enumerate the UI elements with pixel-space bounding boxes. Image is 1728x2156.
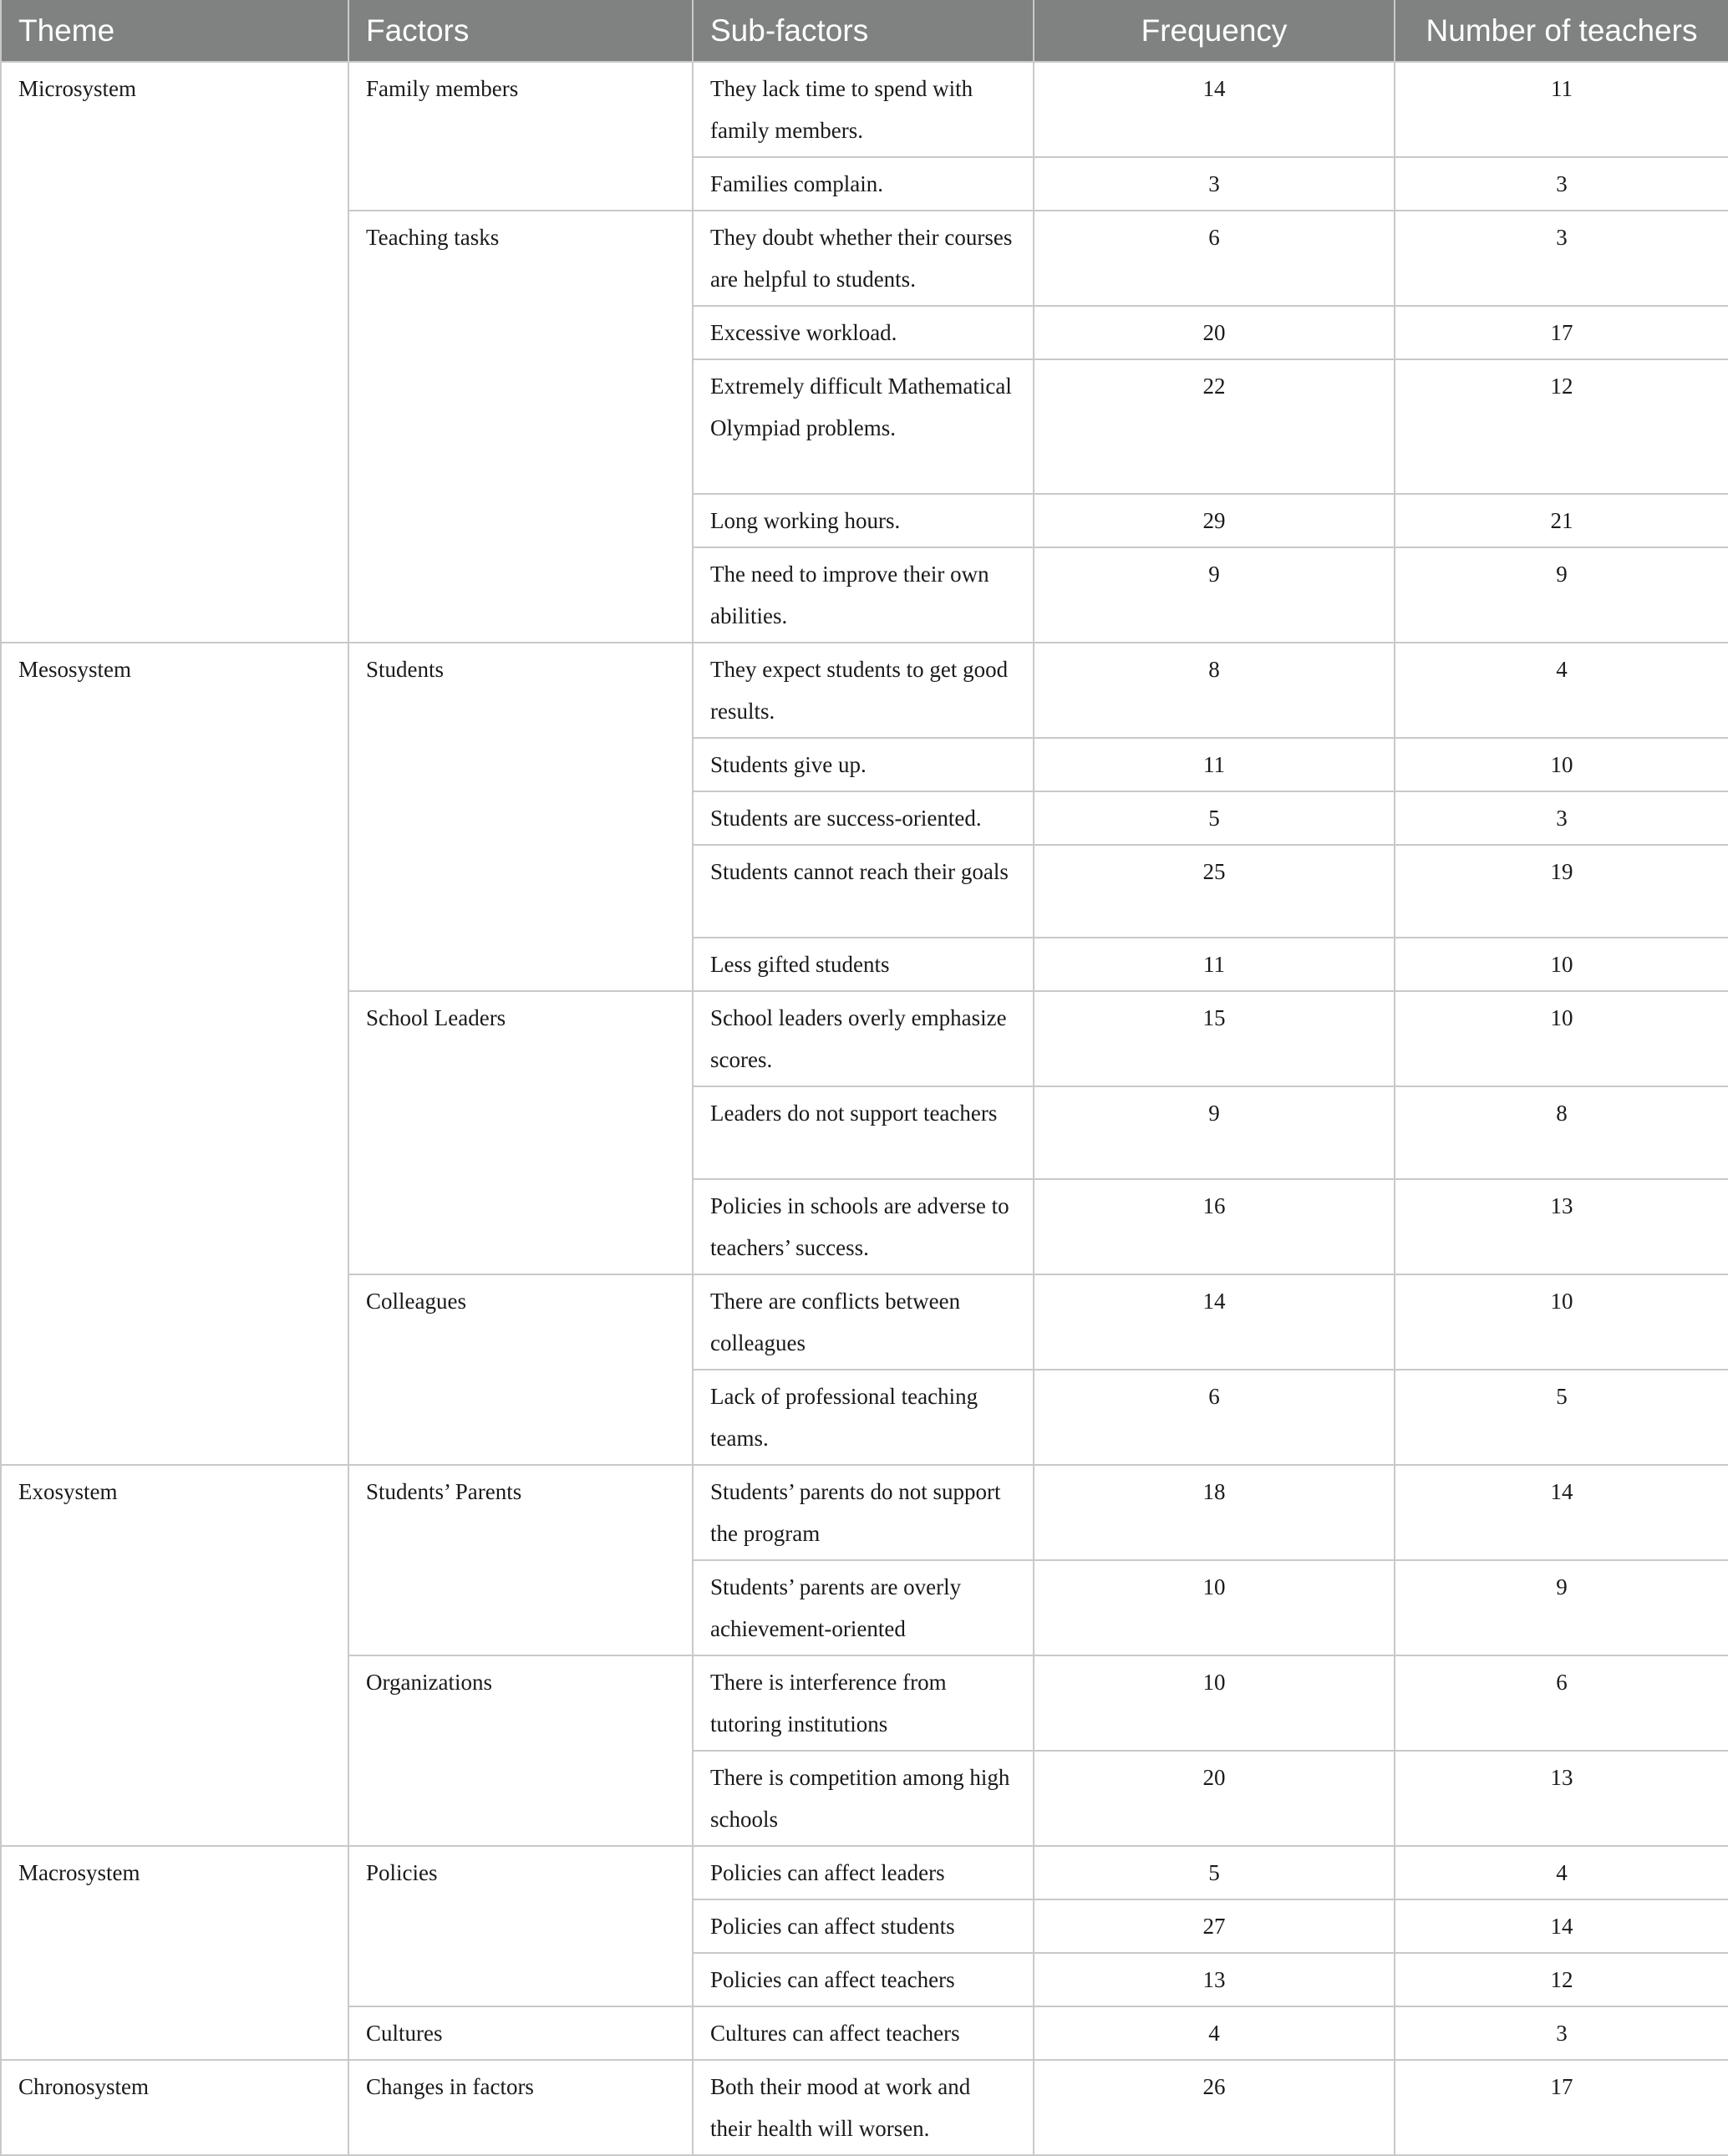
- subfactor-cell: Less gifted students: [693, 938, 1034, 991]
- factor-cell: Policies: [348, 1846, 693, 2006]
- frequency-cell: 20: [1034, 1751, 1395, 1846]
- teachers-cell: 21: [1395, 494, 1728, 547]
- teachers-cell: 10: [1395, 991, 1728, 1086]
- theme-cell: Chronosystem: [1, 2060, 348, 2155]
- factor-cell: Teaching tasks: [348, 211, 693, 643]
- frequency-cell: 16: [1034, 1179, 1395, 1274]
- frequency-cell: 29: [1034, 494, 1395, 547]
- subfactor-cell: Excessive workload.: [693, 306, 1034, 359]
- teachers-cell: 4: [1395, 643, 1728, 738]
- teachers-cell: 17: [1395, 306, 1728, 359]
- teachers-cell: 13: [1395, 1179, 1728, 1274]
- frequency-cell: 6: [1034, 1370, 1395, 1465]
- teachers-cell: 14: [1395, 1465, 1728, 1560]
- frequency-cell: 27: [1034, 1899, 1395, 1953]
- subfactor-cell: Students cannot reach their goals: [693, 845, 1034, 938]
- factor-cell: Organizations: [348, 1655, 693, 1846]
- teachers-cell: 6: [1395, 1655, 1728, 1751]
- table-body: [1, 62, 1728, 2155]
- theme-cell: Microsystem: [1, 62, 348, 643]
- teachers-cell: 5: [1395, 1370, 1728, 1465]
- factor-cell: School Leaders: [348, 991, 693, 1274]
- subfactor-cell: Students’ parents do not support the program: [693, 1465, 1034, 1560]
- teachers-cell: 13: [1395, 1751, 1728, 1846]
- subfactor-cell: School leaders overly emphasize scores.: [693, 991, 1034, 1086]
- subfactor-cell: Both their mood at work and their health will worsen.: [693, 2060, 1034, 2155]
- teachers-cell: 14: [1395, 1899, 1728, 1953]
- teachers-cell: 8: [1395, 1086, 1728, 1179]
- subfactor-cell: Leaders do not support teachers: [693, 1086, 1034, 1179]
- theme-cell: Macrosystem: [1, 1846, 348, 2060]
- teachers-cell: 9: [1395, 547, 1728, 643]
- frequency-cell: 20: [1034, 306, 1395, 359]
- frequency-cell: 13: [1034, 1953, 1395, 2006]
- frequency-cell: 18: [1034, 1465, 1395, 1560]
- header-frequency: Frequency: [1034, 0, 1395, 62]
- subfactor-cell: They expect students to get good results.: [693, 643, 1034, 738]
- teachers-cell: 11: [1395, 62, 1728, 157]
- frequency-cell: 15: [1034, 991, 1395, 1086]
- frequency-cell: 10: [1034, 1655, 1395, 1751]
- subfactor-cell: They doubt whether their courses are helpful to students.: [693, 211, 1034, 306]
- frequency-cell: 25: [1034, 845, 1395, 938]
- factor-cell: Cultures: [348, 2006, 693, 2060]
- subfactor-cell: Students are success-oriented.: [693, 791, 1034, 845]
- table-row: [1, 62, 1728, 157]
- subfactor-cell: There is interference from tutoring institutions: [693, 1655, 1034, 1751]
- factor-cell: Students’ Parents: [348, 1465, 693, 1655]
- header-number-of-teachers: Number of teachers: [1395, 0, 1728, 62]
- factor-cell: Changes in factors: [348, 2060, 693, 2155]
- frequency-cell: 9: [1034, 1086, 1395, 1179]
- subfactor-cell: Lack of professional teaching teams.: [693, 1370, 1034, 1465]
- theme-cell: Mesosystem: [1, 643, 348, 1465]
- table-row: [1, 2060, 1728, 2155]
- teachers-cell: 3: [1395, 791, 1728, 845]
- frequency-cell: 11: [1034, 938, 1395, 991]
- frequency-cell: 5: [1034, 1846, 1395, 1899]
- subfactor-cell: There is competition among high schools: [693, 1751, 1034, 1846]
- table-row: [1, 1846, 1728, 1899]
- frequency-cell: 11: [1034, 738, 1395, 791]
- header-factors: Factors: [348, 0, 693, 62]
- frequency-cell: 4: [1034, 2006, 1395, 2060]
- teachers-cell: 3: [1395, 157, 1728, 211]
- subfactor-cell: Policies can affect students: [693, 1899, 1034, 1953]
- subfactor-cell: They lack time to spend with family members.: [693, 62, 1034, 157]
- factor-cell: Colleagues: [348, 1274, 693, 1465]
- frequency-cell: 8: [1034, 643, 1395, 738]
- subfactor-cell: Students’ parents are overly achievement-oriented: [693, 1560, 1034, 1655]
- factor-cell: Family members: [348, 62, 693, 211]
- factor-cell: Students: [348, 643, 693, 991]
- teachers-cell: 17: [1395, 2060, 1728, 2155]
- teachers-cell: 3: [1395, 2006, 1728, 2060]
- teachers-cell: 12: [1395, 359, 1728, 494]
- teachers-cell: 10: [1395, 738, 1728, 791]
- frequency-cell: 10: [1034, 1560, 1395, 1655]
- subfactor-cell: Policies can affect leaders: [693, 1846, 1034, 1899]
- frequency-cell: 5: [1034, 791, 1395, 845]
- frequency-cell: 26: [1034, 2060, 1395, 2155]
- header-subfactors: Sub-factors: [693, 0, 1034, 62]
- teachers-cell: 10: [1395, 1274, 1728, 1370]
- theme-cell: Exosystem: [1, 1465, 348, 1846]
- table-row: [1, 643, 1728, 738]
- frequency-cell: 14: [1034, 62, 1395, 157]
- teachers-cell: 19: [1395, 845, 1728, 938]
- table-header: [1, 0, 1728, 62]
- frequency-cell: 3: [1034, 157, 1395, 211]
- teachers-cell: 4: [1395, 1846, 1728, 1899]
- subfactor-cell: Extremely difficult Mathematical Olympiad problems.: [693, 359, 1034, 494]
- frequency-cell: 6: [1034, 211, 1395, 306]
- teachers-cell: 10: [1395, 938, 1728, 991]
- frequency-cell: 9: [1034, 547, 1395, 643]
- frequency-cell: 22: [1034, 359, 1395, 494]
- subfactor-cell: Policies can affect teachers: [693, 1953, 1034, 2006]
- header-theme: Theme: [1, 0, 348, 62]
- subfactor-cell: Students give up.: [693, 738, 1034, 791]
- subfactor-cell: Long working hours.: [693, 494, 1034, 547]
- teachers-cell: 3: [1395, 211, 1728, 306]
- subfactor-cell: Families complain.: [693, 157, 1034, 211]
- subfactor-cell: There are conflicts between colleagues: [693, 1274, 1034, 1370]
- teachers-cell: 9: [1395, 1560, 1728, 1655]
- subfactor-cell: Cultures can affect teachers: [693, 2006, 1034, 2060]
- frequency-cell: 14: [1034, 1274, 1395, 1370]
- header-row: [1, 0, 1728, 62]
- subfactor-cell: Policies in schools are adverse to teachers’ success.: [693, 1179, 1034, 1274]
- table-row: [1, 1465, 1728, 1560]
- teachers-cell: 12: [1395, 1953, 1728, 2006]
- subfactor-cell: The need to improve their own abilities.: [693, 547, 1034, 643]
